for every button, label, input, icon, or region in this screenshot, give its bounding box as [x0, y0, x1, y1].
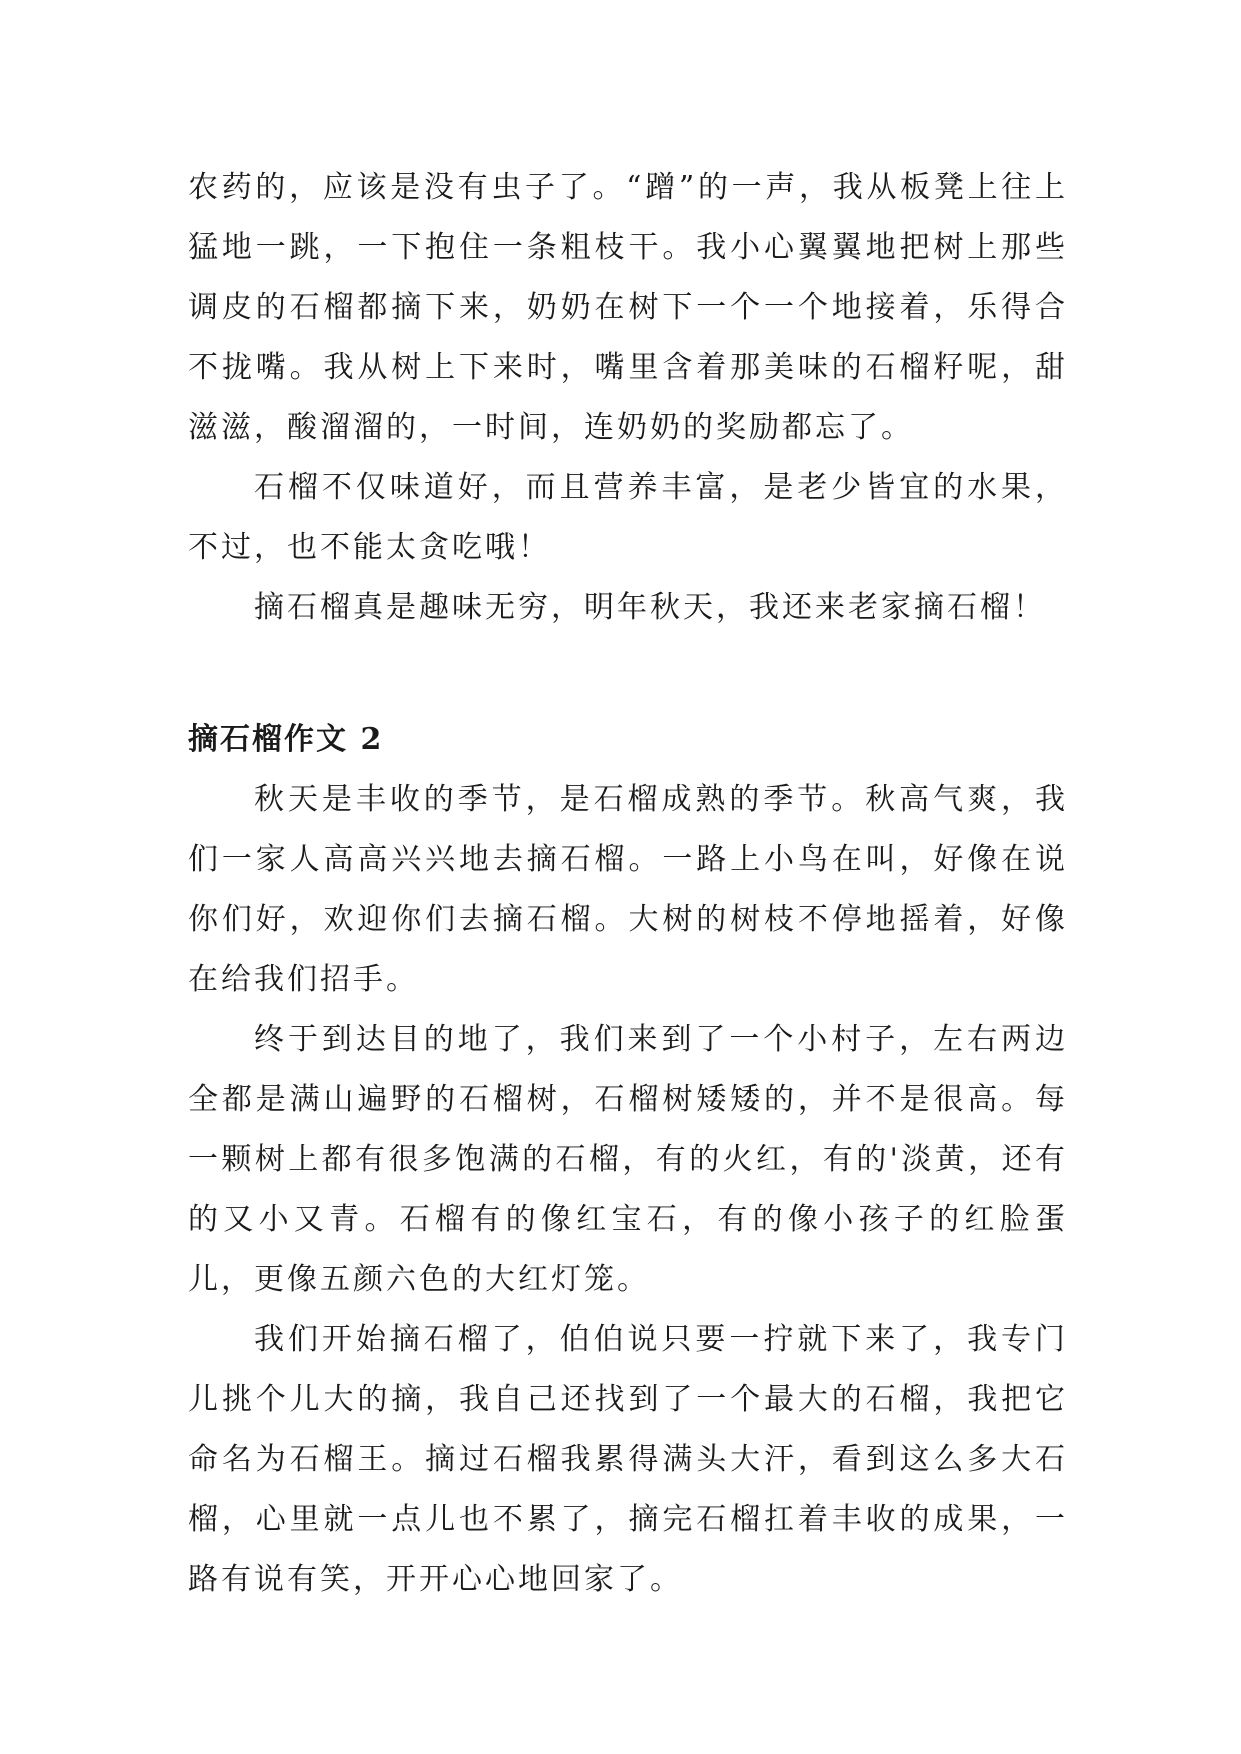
paragraph-closing: 摘石榴真是趣味无穷，明年秋天，我还来老家摘石榴！ — [254, 590, 1046, 625]
paragraph-picking: 我们开始摘石榴了，伯伯说只要一拧就下来了，我专门儿挑个儿大的摘，我自己还找到了一个最大的石榴，我把它命名为石榴王。摘过石榴我累得满头大汗，看到这么多大石榴，心里就一点儿也不累了，摘完石榴扛着丰收的成果，一路有说有笑，开开心心地回家了。 — [188, 1322, 1068, 1597]
section-title: 摘石榴作文 2 — [188, 722, 384, 757]
paragraph-continued: 农药的，应该是没有虫子了。“蹭”的一声，我从板凳上往上猛地一跳，一下抱住一条粗枝干。我小心翼翼地把树上那些调皮的石榴都摘下来，奶奶在树下一个一个地接着，乐得合不拢嘴。我从树上下来时，嘴里含着那美味的石榴籽呢，甜滋滋，酸溜溜的，一时间，连奶奶的奖励都忘了。 — [188, 170, 1068, 445]
paragraph-nutrition: 石榴不仅味道好，而且营养丰富，是老少皆宜的水果，不过，也不能太贪吃哦！ — [188, 470, 1068, 565]
document-page — [188, 158, 1068, 1610]
paragraph-autumn: 秋天是丰收的季节，是石榴成熟的季节。秋高气爽，我们一家人高高兴兴地去摘石榴。一路上小鸟在叫，好像在说你们好，欢迎你们去摘石榴。大树的树枝不停地摇着，好像在给我们招手。 — [188, 782, 1068, 997]
paragraph-village: 终于到达目的地了，我们来到了一个小村子，左右两边全都是满山遍野的石榴树，石榴树矮矮的，并不是很高。每一颗树上都有很多饱满的石榴，有的火红，有的'淡黄，还有的又小又青。石榴有的像红宝石，有的像小孩子的红脸蛋儿，更像五颜六色的大红灯笼。 — [188, 1022, 1068, 1297]
